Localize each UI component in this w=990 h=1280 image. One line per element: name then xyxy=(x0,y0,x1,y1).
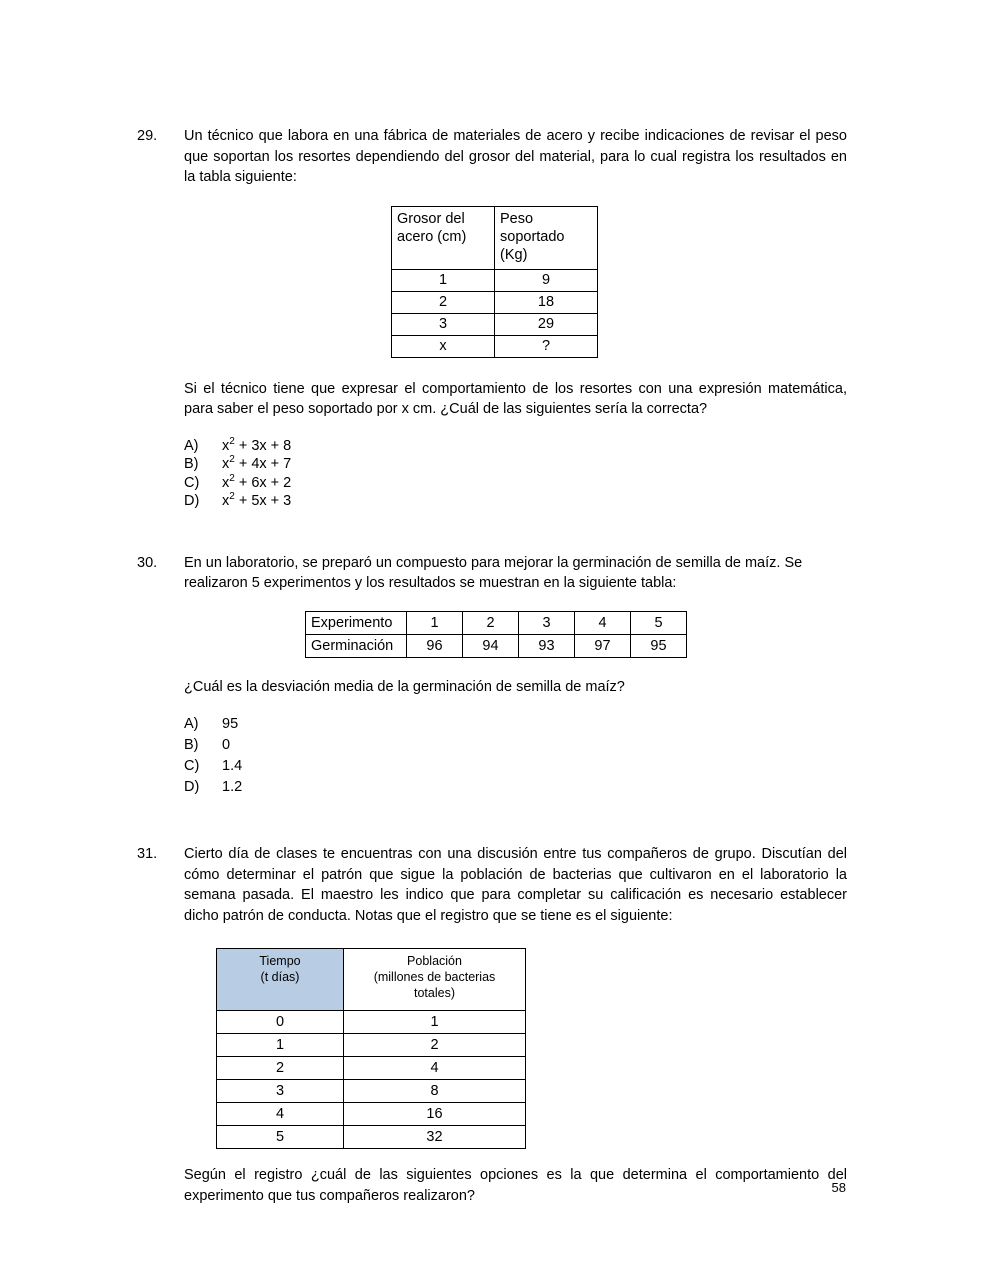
question-29-prompt: Un técnico que labora en una fábrica de materiales de acero y recibe indicaciones de revisar el peso que soportan los resortes dependiendo del grosor del material, para lo cual registra los resultados en la tabla siguiente: xyxy=(184,128,847,185)
cell-thickness: 2 xyxy=(392,291,495,313)
table-row xyxy=(392,269,598,291)
option-c-letter: C) xyxy=(184,474,200,491)
option-b[interactable] xyxy=(184,455,847,474)
header-cell-population: Población (millones de bacterias totales) xyxy=(344,949,526,1011)
question-29-followup: Si el técnico tiene que expresar el comportamiento de los resortes con una expresión matemática, para saber el peso soportado por x cm. ¿Cuál de las siguientes sería la correcta? xyxy=(184,380,847,417)
option-a[interactable] xyxy=(184,437,847,456)
question-30 xyxy=(137,553,847,594)
table-row-germination xyxy=(306,634,687,657)
cell-population: 16 xyxy=(344,1103,526,1126)
option-a-letter: A) xyxy=(184,437,199,454)
option-b-letter: B) xyxy=(184,737,199,753)
question-30-options xyxy=(184,714,847,798)
option-d-letter: D) xyxy=(184,779,200,795)
option-d-text: 1.2 xyxy=(222,779,243,795)
option-d[interactable] xyxy=(184,777,847,798)
option-c-text: 1.4 xyxy=(222,758,243,774)
option-c[interactable] xyxy=(184,474,847,493)
option-a-letter: A) xyxy=(184,716,199,732)
cell-experiment: 4 xyxy=(575,611,631,634)
option-a-text: $x^2 + 3x + 8$ xyxy=(222,435,292,454)
cell-thickness: x xyxy=(392,335,495,357)
cell-experiment: 3 xyxy=(519,611,575,634)
cell-time: 0 xyxy=(217,1011,344,1034)
question-31-number: 31. xyxy=(137,846,158,862)
cell-weight: 18 xyxy=(495,291,598,313)
option-a[interactable] xyxy=(184,714,847,735)
cell-experiment: 2 xyxy=(463,611,519,634)
option-b-text: 0 xyxy=(222,737,231,753)
row-label-germination: Germinación xyxy=(306,634,407,657)
option-b-letter: B) xyxy=(184,456,199,472)
steel-weight-table xyxy=(391,206,598,358)
cell-experiment: 5 xyxy=(631,611,687,634)
question-30-number: 30. xyxy=(137,554,158,571)
cell-time: 4 xyxy=(217,1103,344,1126)
option-d-text: $x^2 + 5x + 3$ xyxy=(222,491,292,509)
table-row xyxy=(217,1103,526,1126)
option-c-text: $x^2 + 6x + 2$ xyxy=(222,472,292,491)
option-d[interactable] xyxy=(184,492,847,511)
table-row xyxy=(217,1034,526,1057)
table-header-row xyxy=(217,949,526,1011)
table-row xyxy=(217,1011,526,1034)
cell-germination: 97 xyxy=(575,634,631,657)
cell-population: 1 xyxy=(344,1011,526,1034)
table-header-row xyxy=(392,206,598,269)
option-b[interactable] xyxy=(184,735,847,756)
cell-thickness: 3 xyxy=(392,313,495,335)
question-29-options xyxy=(184,437,847,511)
option-d-letter: D) xyxy=(184,493,200,509)
cell-weight: 9 xyxy=(495,269,598,291)
table-row xyxy=(217,1080,526,1103)
option-b-text: $x^2 + 4x + 7$ xyxy=(222,454,292,472)
table-row xyxy=(392,291,598,313)
question-31 xyxy=(137,844,847,926)
header-cell-time: Tiempo (t días) xyxy=(217,949,344,1011)
table-row xyxy=(217,1057,526,1080)
bacteria-population-table xyxy=(216,948,526,1149)
cell-weight: ? xyxy=(495,335,598,357)
cell-time: 5 xyxy=(217,1126,344,1149)
question-30-prompt: En un laboratorio, se preparó un compuesto para mejorar la germinación de semilla de maíz. Se realizaron 5 experimentos y los resultados se muestran en la siguiente tabla: xyxy=(184,554,803,591)
question-30-followup: ¿Cuál es la desviación media de la germinación de semilla de maíz? xyxy=(184,678,625,695)
page-number: 58 xyxy=(831,1180,846,1195)
table-row xyxy=(392,313,598,335)
cell-population: 2 xyxy=(344,1034,526,1057)
cell-time: 1 xyxy=(217,1034,344,1057)
germination-table xyxy=(305,611,687,658)
row-label-experiment: Experimento xyxy=(306,611,407,634)
question-29-number: 29. xyxy=(137,128,158,144)
table-row xyxy=(392,335,598,357)
question-29 xyxy=(137,126,847,188)
option-c[interactable] xyxy=(184,756,847,777)
option-a-text: 95 xyxy=(222,716,239,732)
question-31-followup: Según el registro ¿cuál de las siguientes opciones es la que determina el comportamiento del experimento que tus compañeros realizaron? xyxy=(184,1167,847,1204)
option-c-letter: C) xyxy=(184,758,200,774)
table-row xyxy=(217,1126,526,1149)
cell-thickness: 1 xyxy=(392,269,495,291)
header-cell-thickness: Grosor del acero (cm) xyxy=(392,206,495,269)
cell-experiment: 1 xyxy=(407,611,463,634)
cell-time: 3 xyxy=(217,1080,344,1103)
cell-population: 32 xyxy=(344,1126,526,1149)
table-row-experiments xyxy=(306,611,687,634)
page-content xyxy=(137,126,847,1206)
question-31-prompt: Cierto día de clases te encuentras con una discusión entre tus compañeros de grupo. Discutían del cómo determinar el patrón que sigue la población de bacterias que cultivaron en el laboratorio la semana pasada. El maestro les indico que para completar su calificación es necesario establecer dicho patrón de conducta. Notas que el registro que se tiene es el siguiente: xyxy=(184,846,847,924)
cell-time: 2 xyxy=(217,1057,344,1080)
cell-population: 4 xyxy=(344,1057,526,1080)
cell-weight: 29 xyxy=(495,313,598,335)
header-cell-weight: Peso soportado (Kg) xyxy=(495,206,598,269)
cell-germination: 95 xyxy=(631,634,687,657)
cell-germination: 93 xyxy=(519,634,575,657)
cell-germination: 96 xyxy=(407,634,463,657)
cell-germination: 94 xyxy=(463,634,519,657)
cell-population: 8 xyxy=(344,1080,526,1103)
